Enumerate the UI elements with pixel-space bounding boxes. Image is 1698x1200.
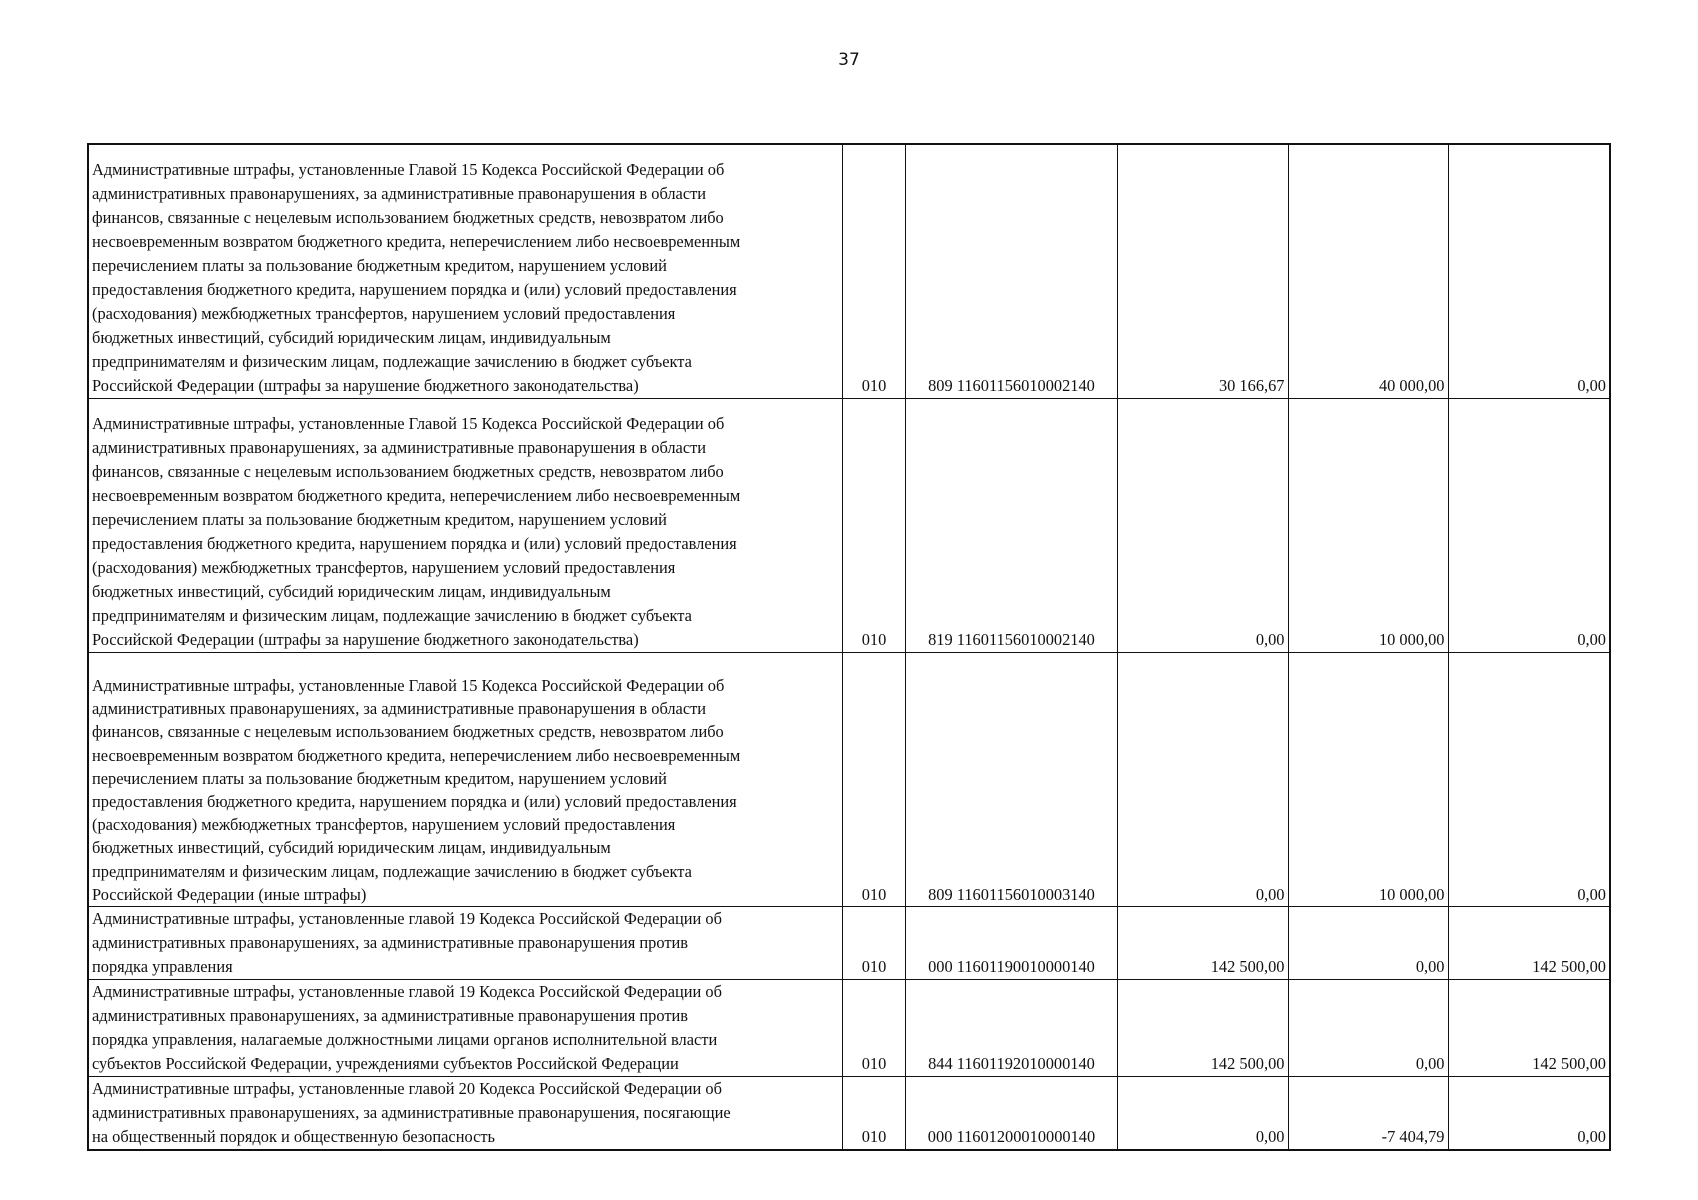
row-amount-3: 0,00 [1448,1077,1610,1151]
row-amount-3: 0,00 [1448,144,1610,399]
row-amount-1: 0,00 [1117,399,1288,653]
row-description: Административные штрафы, установленные Главой 15 Кодекса Российской Федерации об административных правонарушениях, за административные правонарушения в области финансов, связанные с нецелевым использованием бюджетных средств, невозвратом либо несвоевременным возвратом бюджетного кредита, неперечислением либо несвоевременным перечислением платы за пользование бюджетным кредитом, нарушением условий предоставления бюджетного кредита, нарушением порядка и (или) условий предоставления (расходования) межбюджетных трансфертов, нарушением условий предоставления бюджетных инвестиций, субсидий юридическим лицам, индивидуальным предпринимателям и физическим лицам, подлежащие зачислению в бюджет субъекта Российской Федерации (иные штрафы) [88,653,842,907]
page-number: 37 [838,50,860,70]
row-amount-2: -7 404,79 [1288,1077,1448,1151]
row-description: Административные штрафы, установленные главой 19 Кодекса Российской Федерации об административных правонарушениях, за административные правонарушения против порядка управления [88,907,842,980]
revenue-table [87,143,1611,1151]
row-budget-code: 809 11601156010003140 [905,653,1117,907]
row-amount-1: 0,00 [1117,653,1288,907]
row-amount-1: 30 166,67 [1117,144,1288,399]
row-description: Административные штрафы, установленные главой 19 Кодекса Российской Федерации об административных правонарушениях, за административные правонарушения против порядка управления, налагаемые должностными лицами органов исполнительной власти субъектов Российской Федерации, учреждениями субъектов Российской Федерации [88,980,842,1077]
row-description: Административные штрафы, установленные главой 20 Кодекса Российской Федерации об административных правонарушениях, за административные правонарушения, посягающие на общественный порядок и общественную безопасность [88,1077,842,1151]
row-amount-1: 0,00 [1117,1077,1288,1151]
row-amount-3: 142 500,00 [1448,907,1610,980]
row-line-code: 010 [842,653,905,907]
row-amount-3: 0,00 [1448,399,1610,653]
row-budget-code: 000 11601200010000140 [905,1077,1117,1151]
row-amount-2: 0,00 [1288,980,1448,1077]
row-amount-3: 0,00 [1448,653,1610,907]
table-row [88,399,1610,653]
table-row [88,907,1610,980]
row-budget-code: 000 11601190010000140 [905,907,1117,980]
row-description: Административные штрафы, установленные Главой 15 Кодекса Российской Федерации об административных правонарушениях, за административные правонарушения в области финансов, связанные с нецелевым использованием бюджетных средств, невозвратом либо несвоевременным возвратом бюджетного кредита, неперечислением либо несвоевременным перечислением платы за пользование бюджетным кредитом, нарушением условий предоставления бюджетного кредита, нарушением порядка и (или) условий предоставления (расходования) межбюджетных трансфертов, нарушением условий предоставления бюджетных инвестиций, субсидий юридическим лицам, индивидуальным предпринимателям и физическим лицам, подлежащие зачислению в бюджет субъекта Российской Федерации (штрафы за нарушение бюджетного законодательства) [88,144,842,399]
row-amount-2: 10 000,00 [1288,653,1448,907]
row-line-code: 010 [842,399,905,653]
table-row [88,653,1610,907]
row-budget-code: 819 11601156010002140 [905,399,1117,653]
row-line-code: 010 [842,144,905,399]
row-line-code: 010 [842,1077,905,1151]
table-row [88,980,1610,1077]
row-line-code: 010 [842,980,905,1077]
row-budget-code: 844 11601192010000140 [905,980,1117,1077]
row-amount-2: 0,00 [1288,907,1448,980]
row-amount-3: 142 500,00 [1448,980,1610,1077]
row-budget-code: 809 11601156010002140 [905,144,1117,399]
table-row [88,144,1610,399]
row-description: Административные штрафы, установленные Главой 15 Кодекса Российской Федерации об административных правонарушениях, за административные правонарушения в области финансов, связанные с нецелевым использованием бюджетных средств, невозвратом либо несвоевременным возвратом бюджетного кредита, неперечислением либо несвоевременным перечислением платы за пользование бюджетным кредитом, нарушением условий предоставления бюджетного кредита, нарушением порядка и (или) условий предоставления (расходования) межбюджетных трансфертов, нарушением условий предоставления бюджетных инвестиций, субсидий юридическим лицам, индивидуальным предпринимателям и физическим лицам, подлежащие зачислению в бюджет субъекта Российской Федерации (штрафы за нарушение бюджетного законодательства) [88,399,842,653]
row-line-code: 010 [842,907,905,980]
row-amount-2: 40 000,00 [1288,144,1448,399]
table-row [88,1077,1610,1151]
row-amount-1: 142 500,00 [1117,907,1288,980]
row-amount-2: 10 000,00 [1288,399,1448,653]
row-amount-1: 142 500,00 [1117,980,1288,1077]
